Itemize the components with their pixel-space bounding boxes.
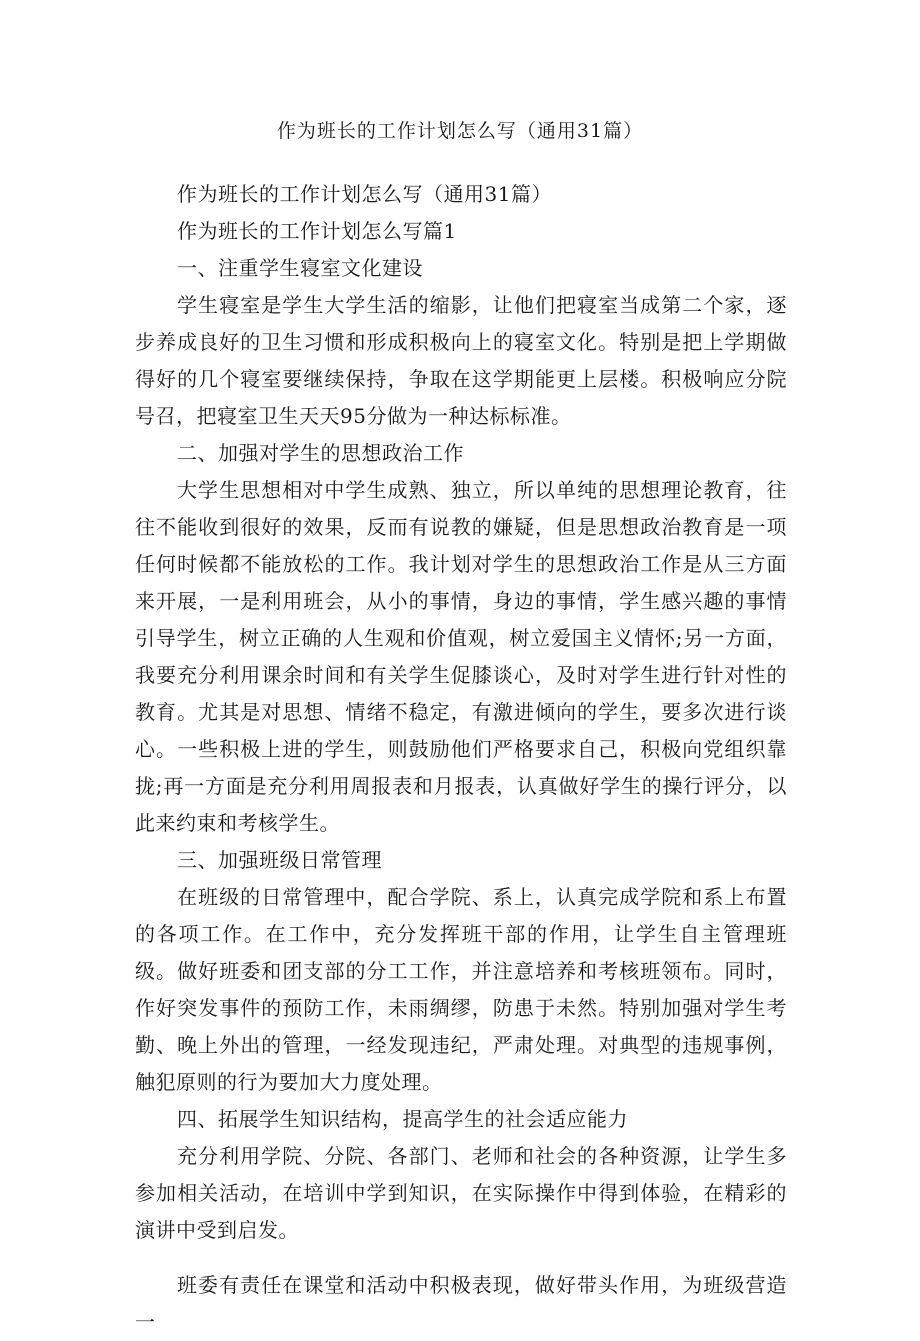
section-paragraph-1: 学生寝室是学生大学生活的缩影，让他们把寝室当成第二个家，逐步养成良好的卫生习惯和形成积极向上的寝室文化。特别是把上学期做得好的几个寝室要继续保持，争取在这学期能更上层楼。积极响应分院号召，把寝室卫生天天95分做为一种达标标准。 — [135, 293, 787, 428]
section-heading-2: 二、加强对学生的思想政治工作 — [177, 441, 464, 465]
paragraph-gap — [135, 1249, 787, 1267]
section-paragraph-4: 充分利用学院、分院、各部门、老师和社会的各种资源，让学生多参加相关活动，在培训中学到知识，在实际操作中得到体验，在精彩的演讲中受到启发。 — [135, 1144, 787, 1242]
document-body — [135, 176, 787, 1341]
document-title: 作为班长的工作计划怎么写（通用31篇） — [276, 120, 644, 142]
section-paragraph-2: 大学生思想相对中学生成熟、独立，所以单纯的思想理论教育，往往不能收到很好的效果，反而有说教的嫌疑，但是思想政治教育是一项任何时候都不能放松的工作。我计划对学生的思想政治工作是从三方面来开展，一是利用班会，从小的事情，身边的事情，学生感兴趣的事情引导学生，树立正确的人生观和价值观，树立爱国主义情怀;另一方面，我要充分利用课余时间和有关学生促膝谈心，及时对学生进行针对性的教育。尤其是对思想、情绪不稳定，有激进倾向的学生，要多次进行谈心。一些积极上进的学生，则鼓励他们严格要求自己，积极向党组织靠拢;再一方面是充分利用周报表和月报表，认真做好学生的操行评分，以此来约束和考核学生。 — [135, 478, 787, 835]
section-paragraph-3: 在班级的日常管理中，配合学院、系上，认真完成学院和系上布置的各项工作。在工作中，充分发挥班干部的作用，让学生自主管理班级。做好班委和团支部的分工工作，并注意培养和考核班领布。同时，作好突发事件的预防工作，未雨绸缪，防患于未然。特别加强对学生考勤、晚上外出的管理，一经发现违纪，严肃处理。对典型的违规事例，触犯原则的行为要加大力度处理。 — [135, 885, 787, 1094]
section-heading-4: 四、拓展学生知识结构，提高学生的社会适应能力 — [177, 1107, 628, 1131]
section-heading-1: 一、注重学生寝室文化建设 — [177, 256, 423, 280]
section-heading-3: 三、加强班级日常管理 — [177, 848, 382, 872]
document-subtitle: 作为班长的工作计划怎么写（通用31篇） — [177, 182, 552, 206]
closing-paragraph: 班委有责任在课堂和活动中积极表现，做好带头作用，为班级营造一 — [135, 1273, 787, 1334]
article-heading: 作为班长的工作计划怎么写篇1 — [177, 219, 457, 243]
